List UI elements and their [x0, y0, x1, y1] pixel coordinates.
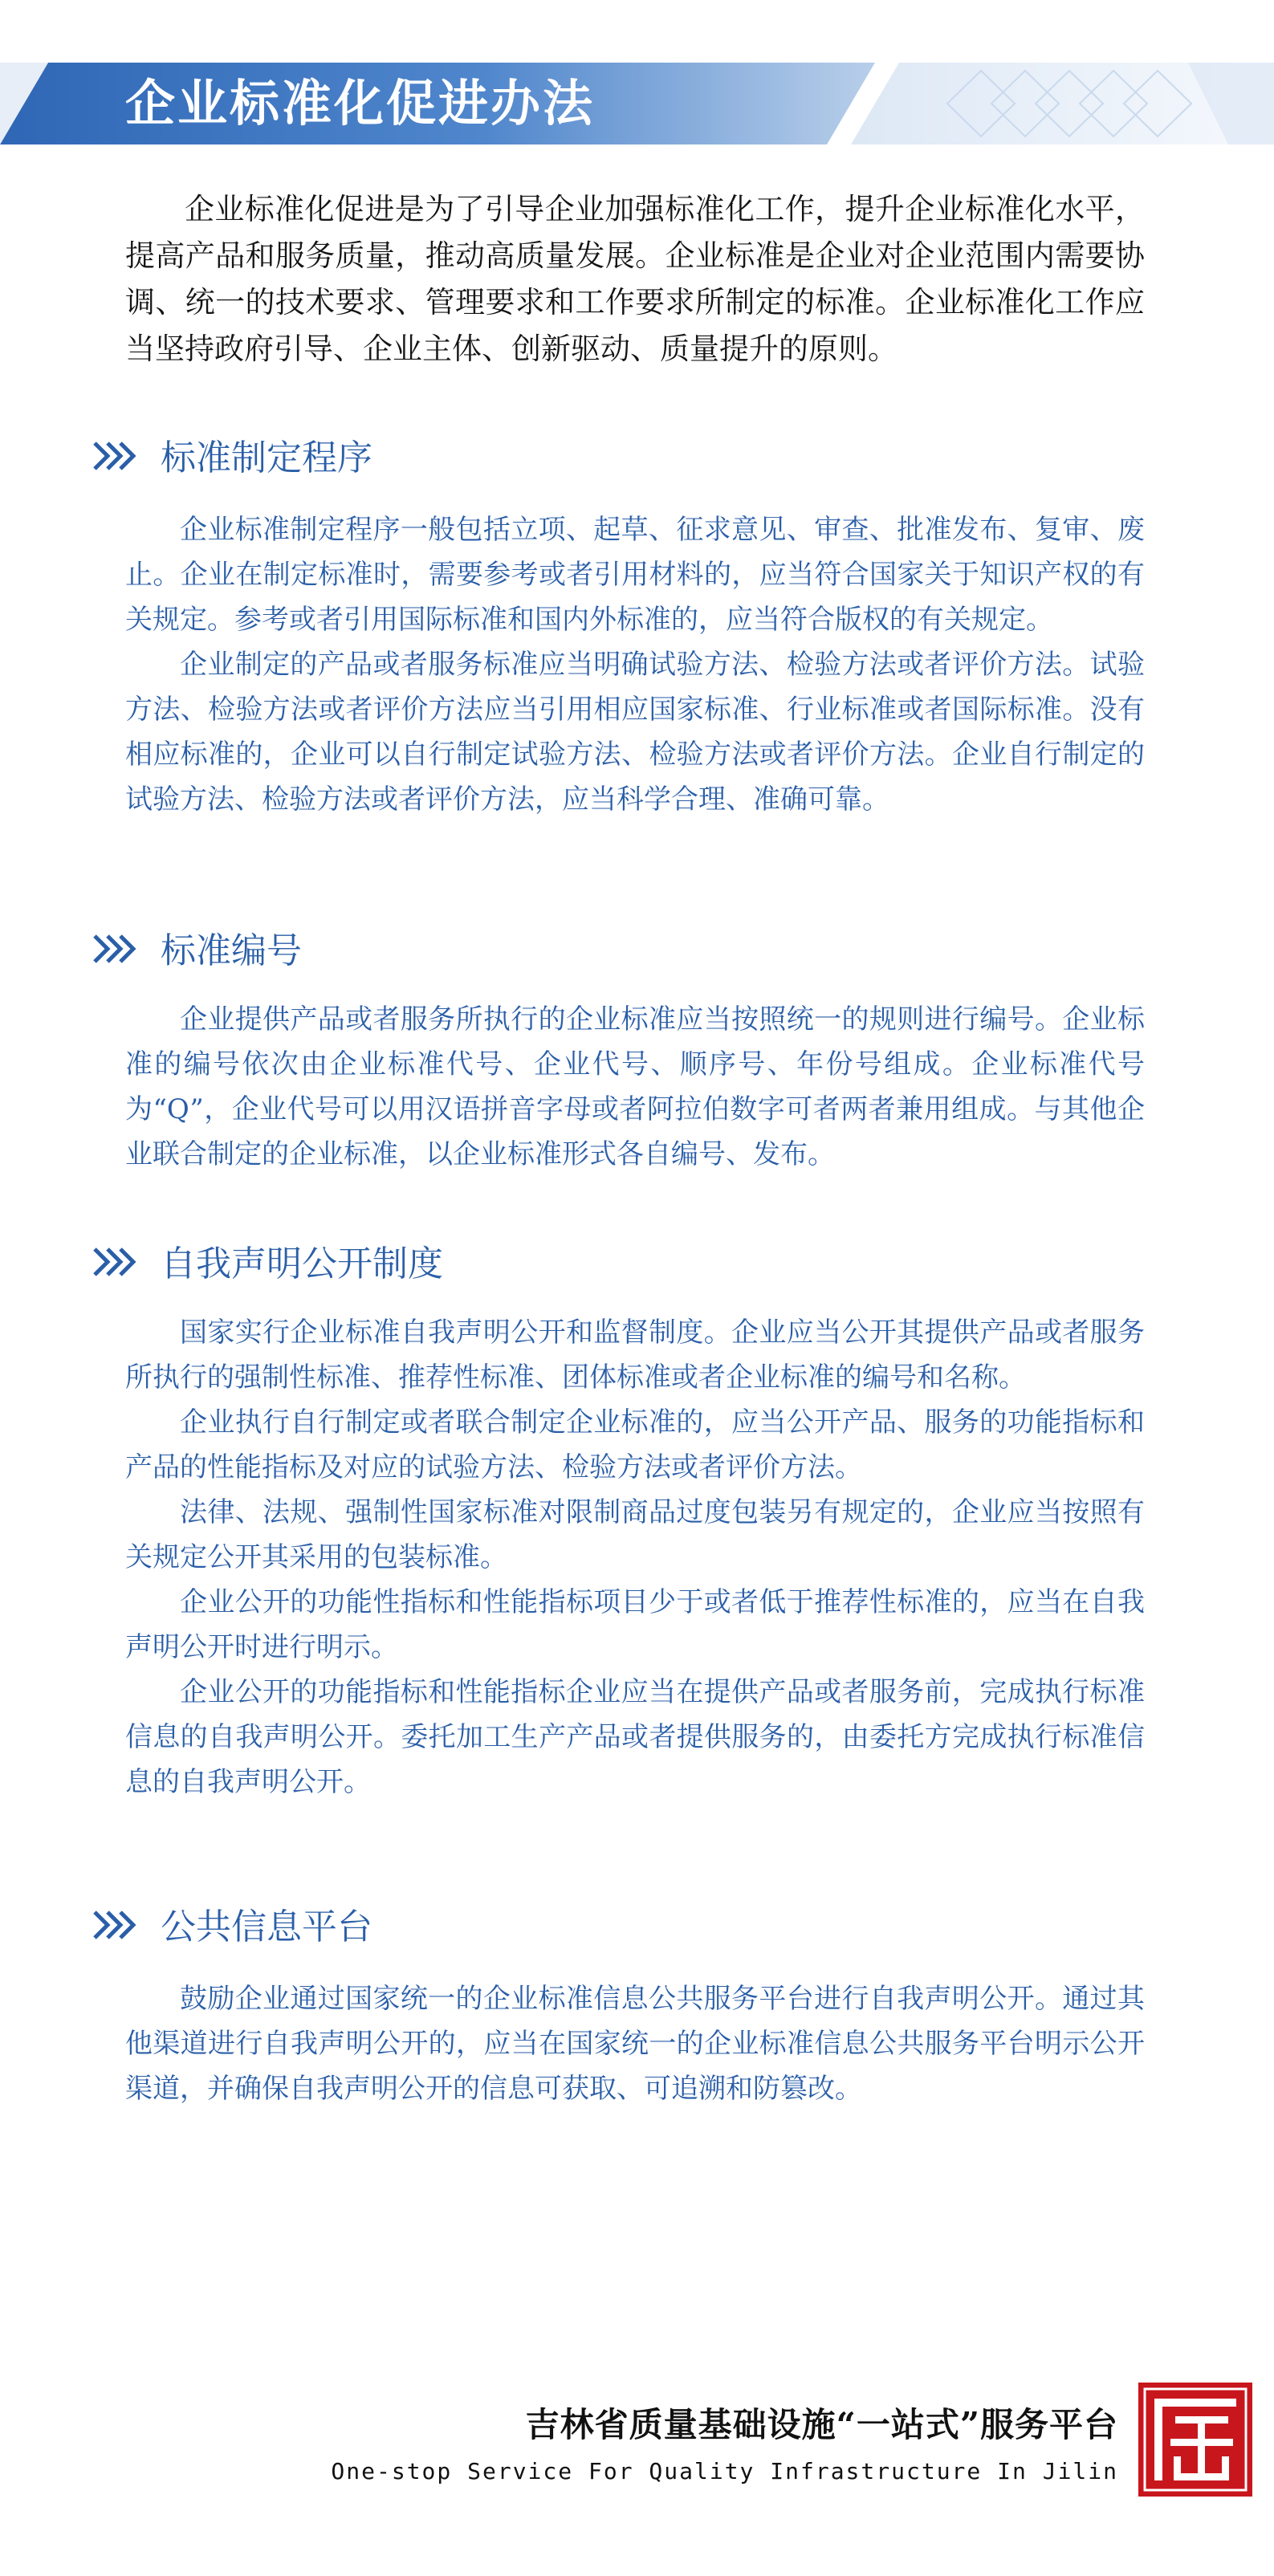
section-paragraph: 鼓励企业通过国家统一的企业标准信息公共服务平台进行自我声明公开。通过其他渠道进行自我声明公开的，应当在国家统一的企业标准信息公共服务平台明示公开渠道，并确保自我声明公开的信息可获取、可追溯和防篡改。 [125, 1983, 1145, 2105]
double-chevron-right-icon [92, 1246, 138, 1278]
section-paragraph: 企业标准制定程序一般包括立项、起草、征求意见、审查、批准发布、复审、废止。企业在制定标准时，需要参考或者引用材料的，应当符合国家关于知识产权的有关规定。参考或者引用国际标准和国内外标准的，应当符合版权的有关规定。 [125, 514, 1145, 636]
section-title: 自我声明公开制度 [161, 1243, 443, 1284]
intro-paragraph: 企业标准化促进是为了引导企业加强标准化工作，提升企业标准化水平，提高产品和服务质量，推动高质量发展。企业标准是企业对企业范围内需要协调、统一的技术要求、管理要求和工作要求所制定的标准。企业标准化工作应当坚持政府引导、企业主体、创新驱动、质量提升的原则。 [125, 192, 1145, 366]
section-paragraph: 企业提供产品或者服务所执行的企业标准应当按照统一的规则进行编号。企业标准的编号依次由企业标准代号、企业代号、顺序号、年份号组成。企业标准代号为“Q”，企业代号可以用汉语拼音字母或者阿拉伯数字可者两者兼用组成。与其他企业联合制定的企业标准，以企业标准形式各自编号、发布。 [125, 1003, 1145, 1170]
section-paragraph: 企业公开的功能性指标和性能指标项目少于或者低于推荐性标准的，应当在自我声明公开时进行明示。 [125, 1586, 1145, 1663]
section-paragraph: 法律、法规、强制性国家标准对限制商品过度包装另有规定的，企业应当按照有关规定公开其采用的包装标准。 [125, 1496, 1145, 1573]
section-paragraph: 企业执行自行制定或者联合制定企业标准的，应当公开产品、服务的功能指标和产品的性能指标及对应的试验方法、检验方法或者评价方法。 [125, 1406, 1145, 1483]
section-paragraph: 企业公开的功能指标和性能指标企业应当在提供产品或者服务前，完成执行标准信息的自我声明公开。委托加工生产产品或者提供服务的，由委托方完成执行标准信息的自我声明公开。 [125, 1676, 1145, 1798]
section-body [125, 1310, 1145, 1805]
section-title: 公共信息平台 [161, 1907, 372, 1947]
section-title: 标准制定程序 [161, 437, 372, 478]
page-title: 企业标准化促进办法 [125, 74, 596, 132]
double-chevron-right-icon [92, 933, 138, 965]
footer-platform-name-en: One-stop Service For Quality Infrastructure In Jilin [331, 2458, 1118, 2484]
double-chevron-right-icon [92, 1909, 138, 1941]
section-paragraph: 国家实行企业标准自我声明公开和监督制度。企业应当公开其提供产品或者服务所执行的强制性标准、推荐性标准、团体标准或者企业标准的编号和名称。 [125, 1316, 1145, 1394]
section-paragraph: 企业制定的产品或者服务标准应当明确试验方法、检验方法或者评价方法。试验方法、检验方法或者评价方法应当引用相应国家标准、行业标准或者国际标准。没有相应标准的，企业可以自行制定试验方法、检验方法或者评价方法。企业自行制定的试验方法、检验方法或者评价方法，应当科学合理、准确可靠。 [125, 649, 1145, 816]
footer-platform-name-cn: 吉林省质量基础设施“一站式”服务平台 [525, 2405, 1118, 2444]
platform-seal-logo [1138, 2383, 1252, 2497]
section-body [125, 1976, 1145, 2111]
double-chevron-right-icon [92, 440, 138, 472]
section-body [125, 507, 1145, 822]
section-body [125, 997, 1145, 1177]
section-title: 标准编号 [161, 930, 302, 971]
